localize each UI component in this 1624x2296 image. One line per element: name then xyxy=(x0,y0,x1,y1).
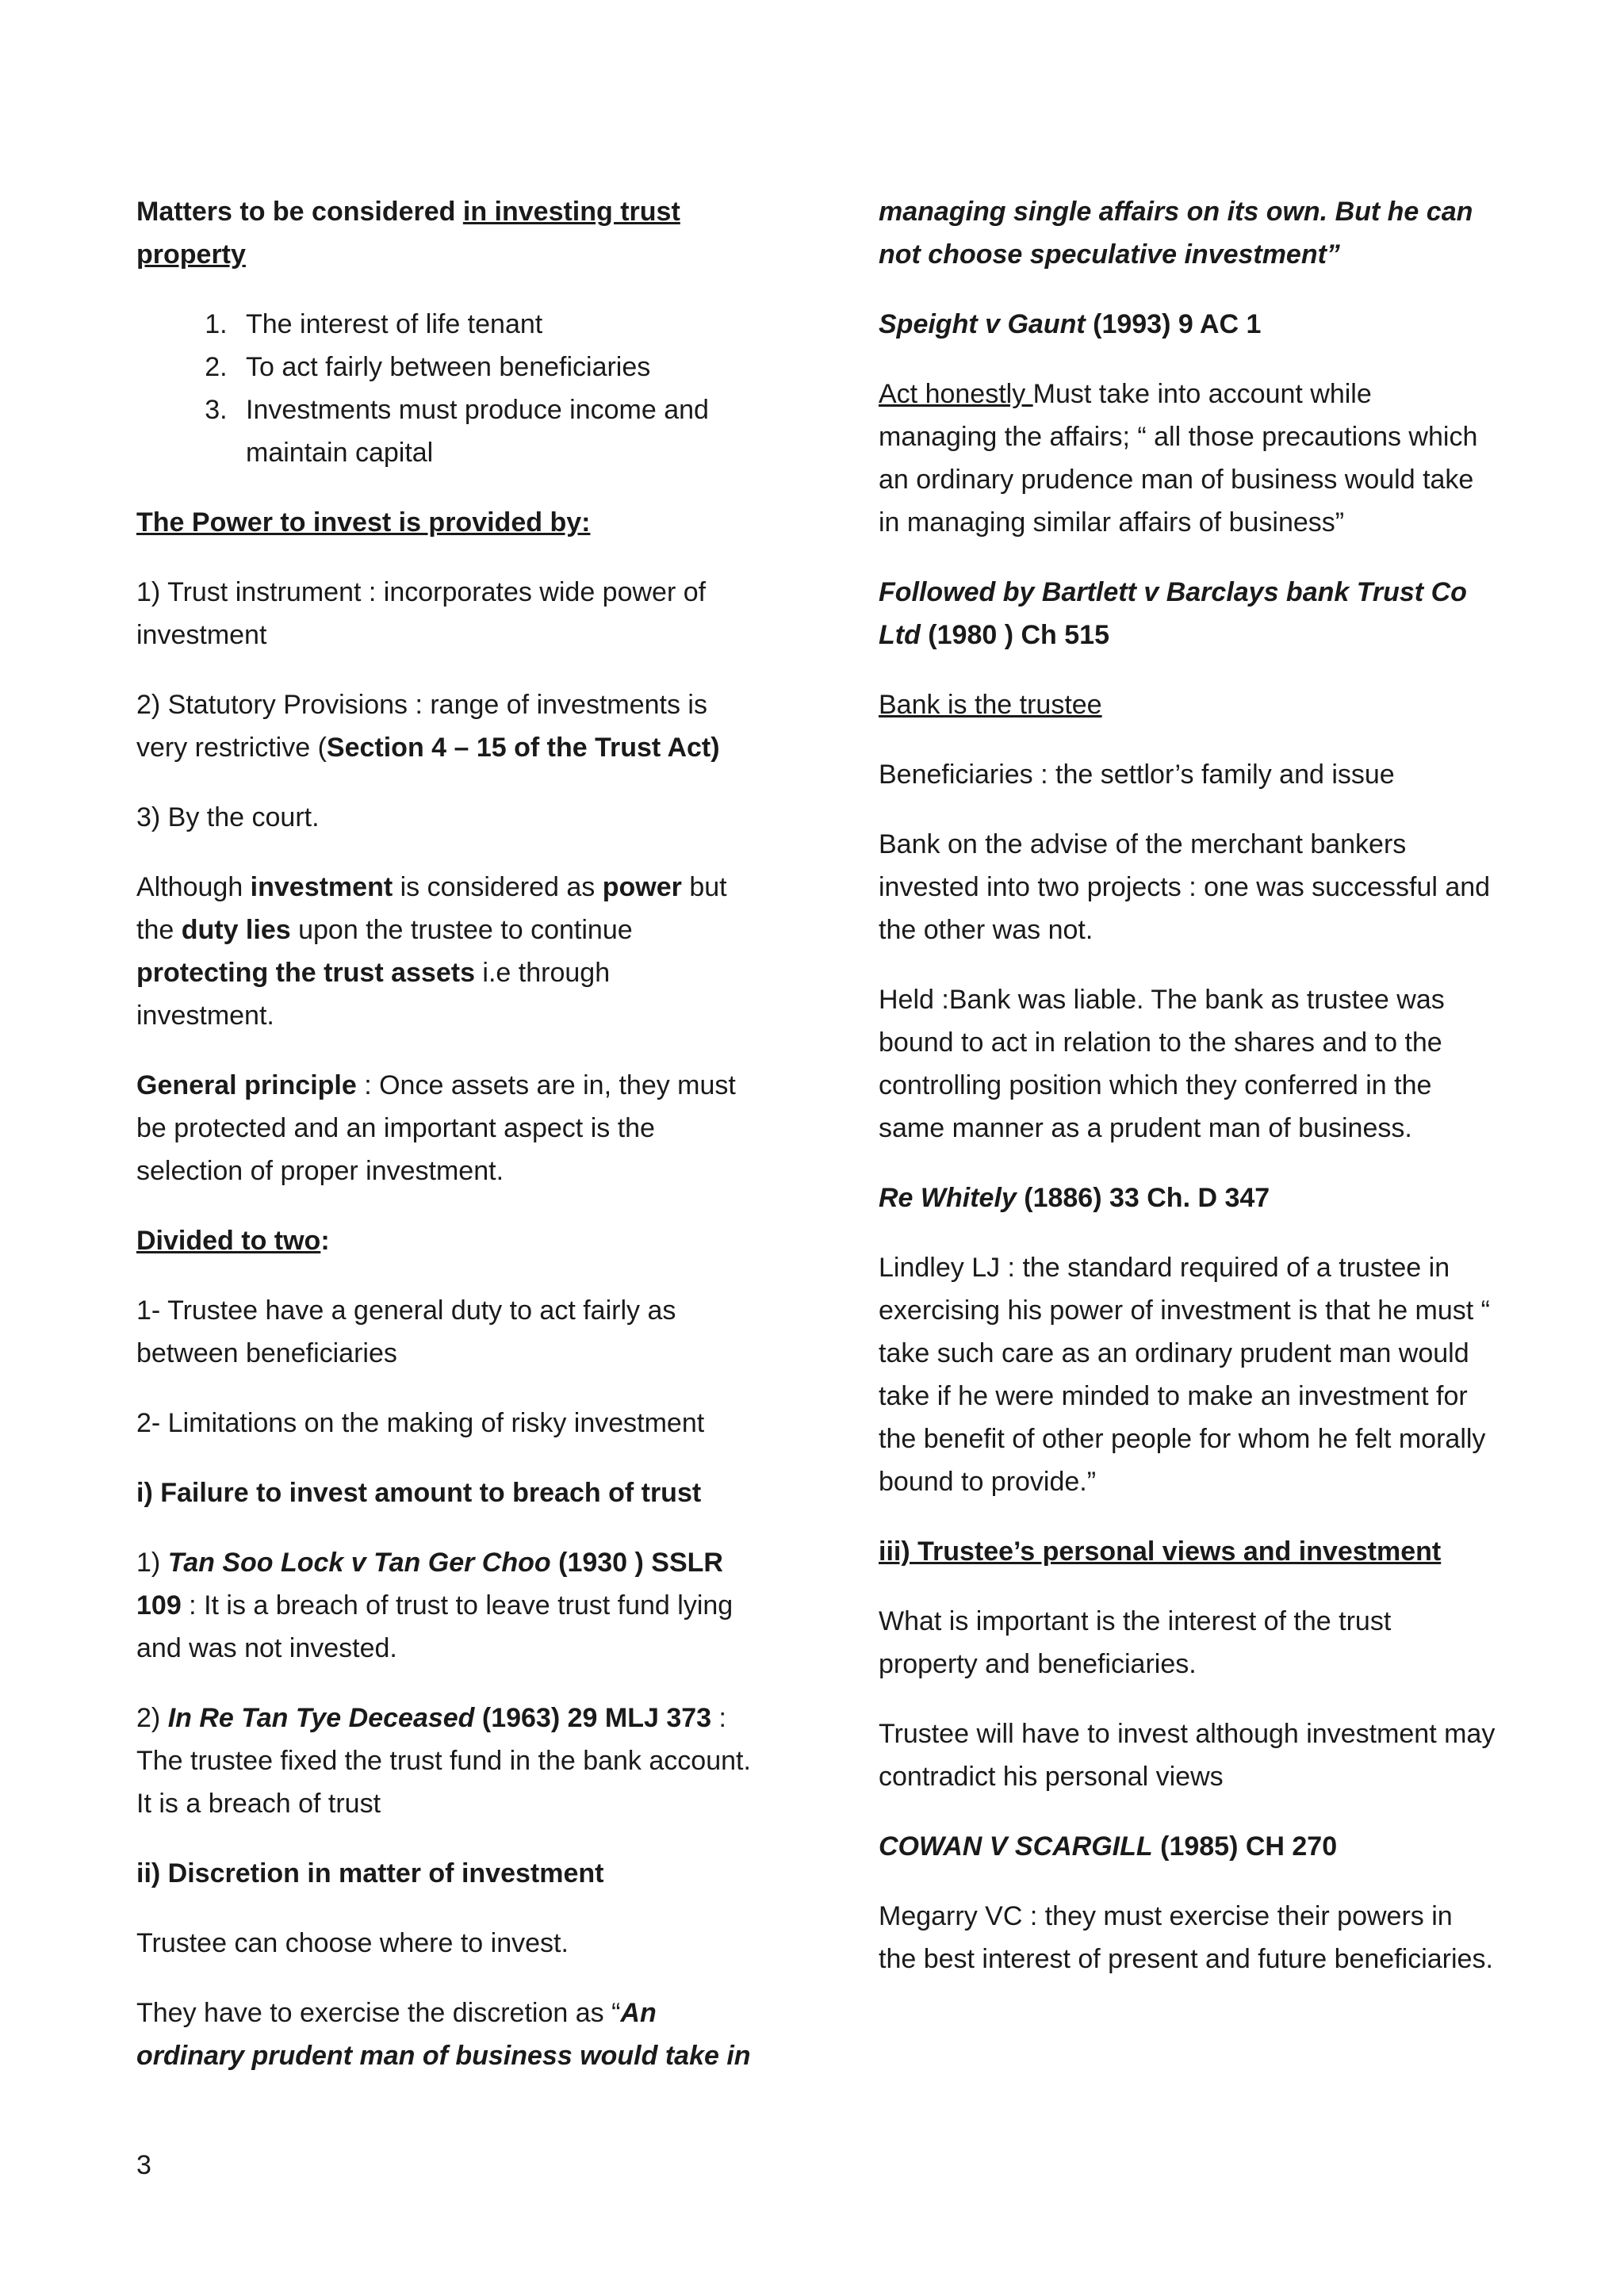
general-principle-label: General principle xyxy=(136,1070,357,1100)
page-number: 3 xyxy=(136,2150,151,2180)
list-item: 3. Investments must produce income and maintain capital xyxy=(235,388,755,474)
case-name: Speight v Gaunt xyxy=(879,309,1086,339)
case-cowan xyxy=(879,1825,1497,1868)
case-citation: (1963) 29 MLJ 373 xyxy=(474,1703,712,1733)
bold-span: power xyxy=(602,872,682,902)
text-span: is considered as xyxy=(393,872,603,902)
text-span: i.e through investment. xyxy=(136,958,611,1031)
case-tan-soo-lock xyxy=(136,1541,755,1670)
case-text: : The trustee fixed the trust fund in the bank account. It is a breach of trust xyxy=(136,1703,751,1819)
case-citation: (1930 ) SSLR 109 xyxy=(136,1548,723,1621)
bold-span: investment xyxy=(250,872,393,902)
text-span: Although xyxy=(136,872,251,902)
right-column xyxy=(879,190,1497,2007)
case-text: : It is a breach of trust to leave trust fund lying and was not invested. xyxy=(136,1590,733,1663)
case-name: Tan Soo Lock v Tan Ger Choo xyxy=(167,1548,551,1578)
heading-investing-trust-property xyxy=(136,190,755,276)
trust-instrument-paragraph: 1) Trust instrument : incorporates wide power of investment xyxy=(136,577,707,650)
megarry-paragraph: Megarry VC : they must exercise their powers in the best interest of present and future beneficiaries. xyxy=(879,1901,1493,1974)
act-honestly-label: Act honestly xyxy=(879,379,1033,409)
general-principle-paragraph xyxy=(136,1064,755,1192)
bold-span: duty lies xyxy=(181,915,291,945)
held-paragraph: Held :Bank was liable. The bank as trustee was bound to act in relation to the shares and to the controlling position which they conferred in the same manner as a prudent man of business. xyxy=(879,985,1445,1143)
case-number: 2) xyxy=(136,1703,168,1733)
heading-prefix: Matters to be considered xyxy=(136,197,463,227)
case-citation: (1985) CH 270 xyxy=(1152,1831,1338,1862)
act-honestly-paragraph xyxy=(879,373,1497,544)
case-name: In Re Tan Tye Deceased xyxy=(167,1703,475,1733)
discretion-heading: ii) Discretion in matter of investment xyxy=(136,1858,604,1888)
bank-trustee-label: Bank is the trustee xyxy=(879,690,1102,720)
personal-views-heading: iii) Trustee’s personal views and investment xyxy=(879,1536,1442,1567)
duty-fairly-paragraph: 1- Trustee have a general duty to act fairly as between beneficiaries xyxy=(136,1295,676,1368)
beneficiaries-paragraph: Beneficiaries : the settlor’s family and issue xyxy=(879,760,1395,790)
exercise-paragraph xyxy=(136,1992,755,2077)
risky-investment-paragraph: 2- Limitations on the making of risky investment xyxy=(136,1408,705,1438)
considerations-list xyxy=(136,303,755,474)
court-paragraph: 3) By the court. xyxy=(136,802,320,832)
advise-paragraph: Bank on the advise of the merchant bankers invested into two projects : one was successful and the other was not. xyxy=(879,829,1491,945)
investment-power-paragraph xyxy=(136,866,755,1037)
statutory-text: 2) Statutory Provisions : range of investments is very restrictive ( xyxy=(136,690,707,763)
lindley-paragraph: Lindley LJ : the standard required of a trustee in exercising his power of investment is that he must “ take such care as an ordinary prudent man would take if he were minded to make an investment for the benefit of other people for whom he felt morally bound to provide.” xyxy=(879,1253,1490,1497)
failure-to-invest-heading: i) Failure to invest amount to breach of trust xyxy=(136,1478,702,1508)
choose-paragraph: Trustee can choose where to invest. xyxy=(136,1928,569,1958)
case-speight xyxy=(879,303,1497,346)
statutory-section: Section 4 – 15 of the Trust Act) xyxy=(326,733,720,763)
heading-underlined: in investing trust property xyxy=(136,197,680,270)
statutory-provisions-paragraph xyxy=(136,683,755,769)
exercise-quote: An ordinary prudent man of business would take in xyxy=(136,1998,751,2071)
bold-span: protecting the trust assets xyxy=(136,958,475,988)
case-bartlett xyxy=(879,571,1497,656)
divided-heading xyxy=(136,1219,755,1262)
list-item: 1. The interest of life tenant xyxy=(235,303,755,346)
text-span: upon the trustee to continue xyxy=(290,915,633,945)
case-tan-tye xyxy=(136,1697,755,1825)
case-name: Followed by Bartlett v Barclays bank Trust Co Ltd xyxy=(879,577,1467,650)
case-name: COWAN V SCARGILL xyxy=(879,1831,1153,1862)
list-item: 2. To act fairly between beneficiaries xyxy=(235,346,755,388)
invest-paragraph: Trustee will have to invest although investment may contradict his personal views xyxy=(879,1719,1496,1792)
case-citation: (1886) 33 Ch. D 347 xyxy=(1016,1183,1270,1213)
general-principle-text: : Once assets are in, they must be protected and an important aspect is the selection of proper investment. xyxy=(136,1070,736,1186)
exercise-text: They have to exercise the discretion as “ xyxy=(136,1998,621,2028)
quote-continuation: managing single affairs on its own. But he can not choose speculative investment” xyxy=(879,197,1473,270)
case-number: 1) xyxy=(136,1548,168,1578)
case-name: Re Whitely xyxy=(879,1183,1017,1213)
divided-label: Divided to two xyxy=(136,1226,321,1256)
power-heading: The Power to invest is provided by: xyxy=(136,507,591,538)
left-column xyxy=(136,190,755,2104)
act-honestly-text: Must take into account while managing the affairs; “ all those precautions which an ordinary prudence man of business would take in managing similar affairs of business” xyxy=(879,379,1478,538)
case-citation: (1980 ) Ch 515 xyxy=(920,620,1109,650)
case-whitely xyxy=(879,1177,1497,1219)
divided-colon: : xyxy=(320,1226,330,1256)
text-span: but the xyxy=(136,872,727,945)
important-paragraph: What is important is the interest of the trust property and beneficiaries. xyxy=(879,1606,1392,1679)
case-citation: (1993) 9 AC 1 xyxy=(1085,309,1262,339)
